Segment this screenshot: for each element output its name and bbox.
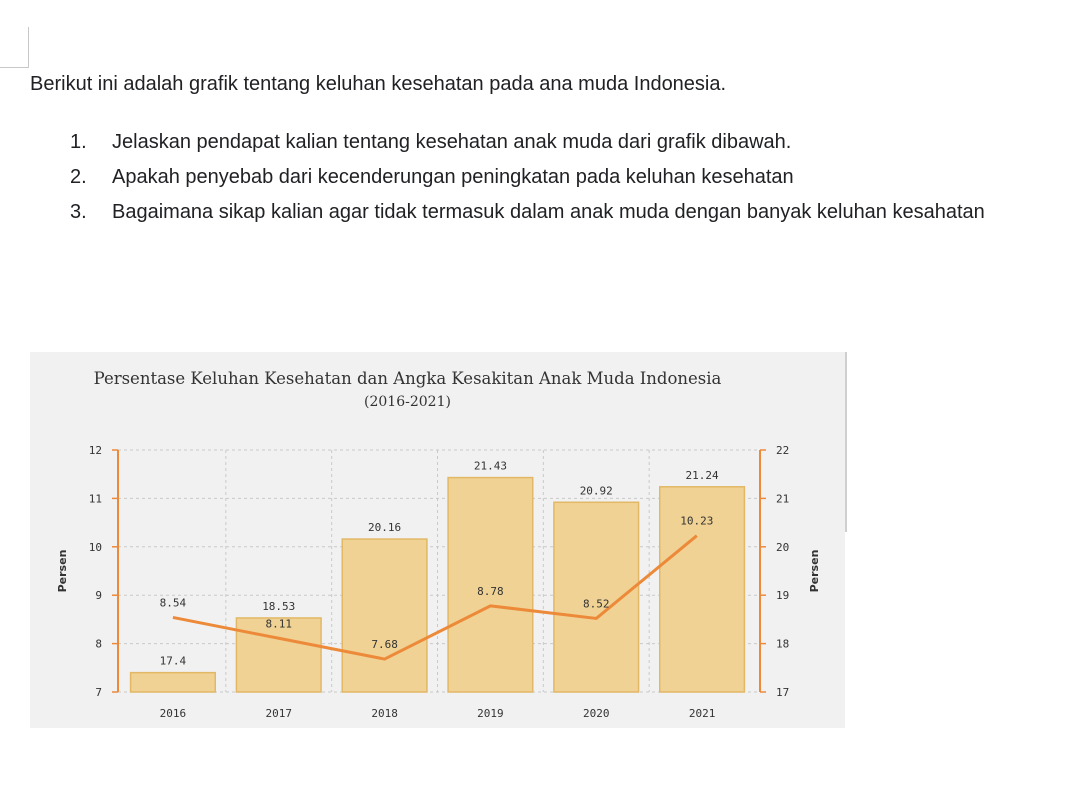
left-tick-label: 10 — [88, 540, 102, 554]
bar-value-label: 20.16 — [368, 521, 402, 535]
left-axis-title: Persen — [56, 549, 69, 593]
line-value-label: 8.52 — [583, 597, 610, 611]
bar-value-label: 17.4 — [159, 654, 187, 668]
left-tick-label: 8 — [95, 637, 102, 651]
question-item — [70, 125, 1050, 160]
line-value-label: 8.54 — [159, 596, 187, 610]
x-tick-label: 2020 — [583, 707, 610, 720]
chart-svg — [30, 352, 845, 728]
bar-value-label: 21.43 — [473, 459, 507, 473]
right-tick-label: 19 — [776, 589, 790, 603]
chart-subtitle: (2016-2021) — [364, 394, 451, 410]
line-value-label: 7.68 — [371, 638, 398, 652]
question-text: Jelaskan pendapat kalian tentang kesehatan anak muda dari grafik dibawah. — [112, 131, 792, 153]
right-axis-title: Persen — [808, 549, 821, 593]
chart-panel — [30, 352, 845, 728]
intro-paragraph: Berikut ini adalah grafik tentang keluhan kesehatan pada ana muda Indonesia. — [30, 73, 727, 95]
question-text: Apakah penyebab dari kecenderungan peningkatan pada keluhan kesehatan — [112, 166, 794, 188]
left-tick-label: 7 — [95, 686, 102, 699]
right-tick-label: 22 — [776, 444, 790, 457]
left-tick-label: 9 — [95, 589, 102, 603]
bar-value-label: 18.53 — [262, 599, 296, 613]
bar-value-label: 21.24 — [685, 468, 719, 482]
question-number: 1. — [70, 131, 87, 153]
question-number: 2. — [70, 166, 87, 188]
bar-value-label: 20.92 — [579, 484, 613, 498]
right-tick-label: 18 — [776, 637, 790, 651]
right-tick-label: 20 — [776, 540, 790, 554]
left-tick-label: 12 — [88, 444, 102, 457]
x-tick-label: 2021 — [688, 707, 716, 720]
left-tick-label: 11 — [88, 492, 102, 506]
page-corner-mark — [0, 27, 29, 68]
right-tick-label: 21 — [776, 492, 790, 506]
x-tick-label: 2016 — [159, 707, 187, 720]
right-tick-label: 17 — [776, 686, 790, 699]
question-text: Bagaimana sikap kalian agar tidak termasuk dalam anak muda dengan banyak keluhan kesahatan — [112, 201, 985, 223]
bar — [131, 673, 216, 692]
question-number: 3. — [70, 201, 87, 223]
line-value-label: 8.78 — [477, 584, 504, 598]
x-tick-label: 2018 — [371, 707, 398, 720]
x-tick-label: 2019 — [477, 707, 504, 720]
x-tick-label: 2017 — [265, 707, 292, 720]
bar — [342, 539, 427, 692]
chart-title: Persentase Keluhan Kesehatan dan Angka Kesakitan Anak Muda Indonesia — [93, 369, 722, 388]
question-item — [70, 160, 1050, 195]
line-value-label: 8.11 — [265, 617, 292, 631]
line-value-label: 10.23 — [680, 514, 714, 528]
question-item — [70, 195, 1050, 230]
question-list — [70, 125, 1050, 230]
